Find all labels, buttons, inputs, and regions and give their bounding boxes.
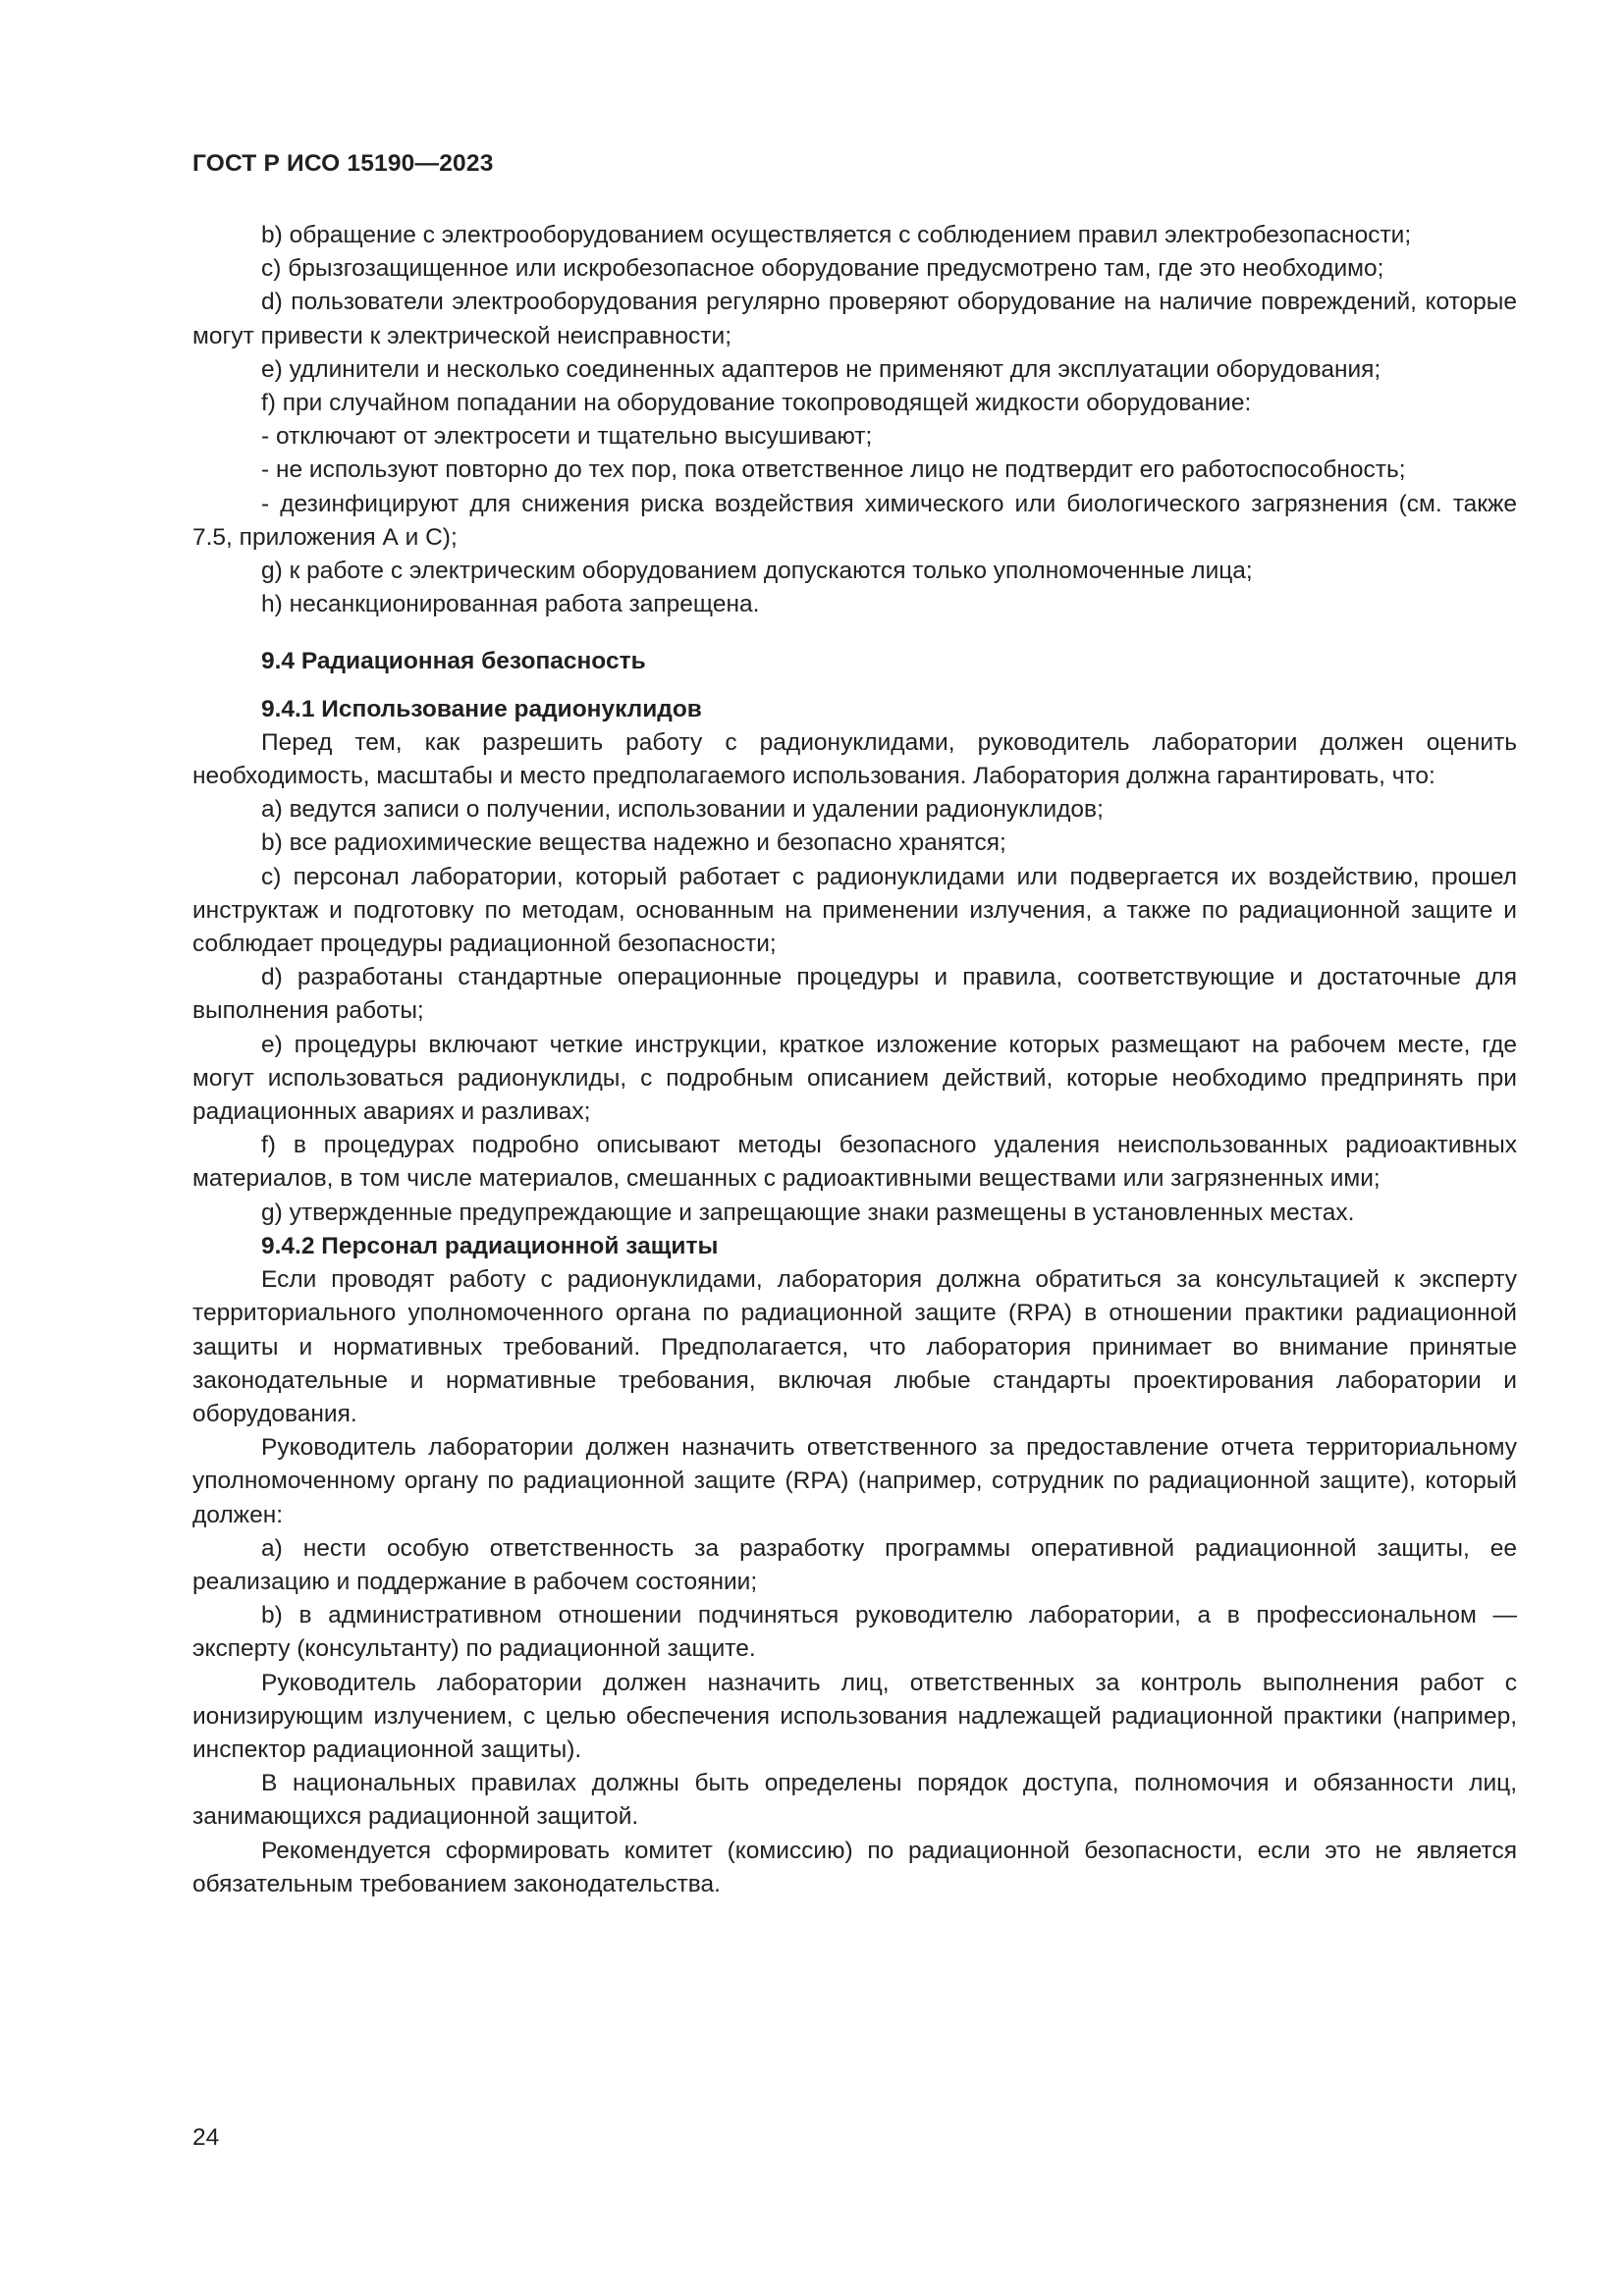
list-item-f: f) при случайном попадании на оборудование токопроводящей жидкости оборудование: bbox=[261, 390, 1252, 417]
list-item: d) разработаны стандартные операционные процедуры и правила, соответствующие и достаточные для выполнения работы; bbox=[192, 964, 1517, 1025]
section-heading-9-4-2: 9.4.2 Персонал радиационной защиты bbox=[261, 1232, 719, 1259]
paragraph: Если проводят работу с радионуклидами, лаборатория должна обратиться за консультацией к эксперту территориального уполномоченного органа по радиационной защите (RPA) в отношении практики радиационной защиты и нормативных требований. Предполагается, что лаборатория принимает во внимание принятые законодательные и нормативные требования, включая любые стандарты проектирования лаборатории и оборудования. bbox=[192, 1266, 1517, 1427]
list-item: b) в административном отношении подчиняться руководителю лаборатории, а в профессиональном — эксперту (консультанту) по радиационной защите. bbox=[192, 1602, 1517, 1663]
paragraph: Рекомендуется сформировать комитет (комиссию) по радиационной безопасности, если это не является обязательным требованием законодательства. bbox=[192, 1837, 1517, 1897]
section-heading-9-4: 9.4 Радиационная безопасность bbox=[261, 648, 646, 675]
list-item: b) все радиохимические вещества надежно и безопасно хранятся; bbox=[261, 829, 1006, 857]
list-item: f) в процедурах подробно описывают методы безопасного удаления неиспользованных радиоактивных материалов, в том числе материалов, смешанных с радиоактивными веществами или загрязненных ими; bbox=[192, 1132, 1517, 1193]
page-number: 24 bbox=[192, 2124, 220, 2151]
paragraph: Руководитель лаборатории должен назначить ответственного за предоставление отчета территориальному уполномоченному органу по радиационной защите (RPA) (например, сотрудник по радиационной защите), который должен: bbox=[192, 1434, 1517, 1528]
list-item-g: g) к работе с электрическим оборудованием допускаются только уполномоченные лица; bbox=[261, 558, 1253, 585]
paragraph: Руководитель лаборатории должен назначить лиц, ответственных за контроль выполнения работ с ионизирующим излучением, с целью обеспечения использования надлежащей радиационной практики (например, инспектор радиационной защиты). bbox=[192, 1669, 1517, 1763]
list-item: a) нести особую ответственность за разработку программы оперативной радиационной защиты, ее реализацию и поддержание в рабочем состоянии; bbox=[192, 1534, 1517, 1595]
paragraph: Перед тем, как разрешить работу с радионуклидами, руководитель лаборатории должен оценить необходимость, масштабы и место предполагаемого использования. Лаборатория должна гарантировать, что: bbox=[192, 728, 1517, 790]
list-item: c) персонал лаборатории, который работает с радионуклидами или подвергается их воздействию, прошел инструктаж и подготовку по методам, основанным на применении излучения, а также по радиационной защите и соблюдает процедуры радиационной безопасности; bbox=[192, 863, 1517, 958]
section-heading-9-4-1: 9.4.1 Использование радионуклидов bbox=[261, 695, 702, 722]
list-item-h: h) несанкционированная работа запрещена. bbox=[261, 591, 760, 618]
standard-header-title: ГОСТ Р ИСО 15190—2023 bbox=[192, 150, 494, 177]
sub-list-item: - отключают от электросети и тщательно высушивают; bbox=[261, 423, 873, 451]
paragraph: В национальных правилах должны быть определены порядок доступа, полномочия и обязанности лиц, занимающихся радиационной защитой. bbox=[192, 1770, 1517, 1831]
list-item: a) ведутся записи о получении, использовании и удалении радионуклидов; bbox=[261, 796, 1104, 824]
list-item: g) утвержденные предупреждающие и запрещающие знаки размещены в установленных местах. bbox=[261, 1199, 1355, 1226]
sub-list-item: - не используют повторно до тех пор, пока ответственное лицо не подтвердит его работоспособность; bbox=[261, 456, 1406, 484]
list-item-b: b) обращение с электрооборудованием осуществляется с соблюдением правил электробезопасности; bbox=[261, 222, 1412, 248]
page-content bbox=[192, 219, 1517, 1901]
list-item-e: e) удлинители и несколько соединенных адаптеров не применяют для эксплуатации оборудования; bbox=[261, 355, 1381, 383]
list-item: e) процедуры включают четкие инструкции, краткое изложение которых размещают на рабочем месте, где могут использоваться радионуклиды, с подробным описанием действий, которые необходимо предпринять при радиационных авариях и разливах; bbox=[192, 1031, 1517, 1126]
list-item-d: d) пользователи электрооборудования регулярно проверяют оборудование на наличие повреждений, которые могут привести к электрической неисправности; bbox=[192, 289, 1517, 349]
sub-list-item: - дезинфицируют для снижения риска воздействия химического или биологического загрязнения (см. также 7.5, приложения А и С); bbox=[192, 490, 1517, 551]
list-item-c: c) брызгозащищенное или искробезопасное оборудование предусмотрено там, где это необходимо; bbox=[261, 255, 1384, 283]
